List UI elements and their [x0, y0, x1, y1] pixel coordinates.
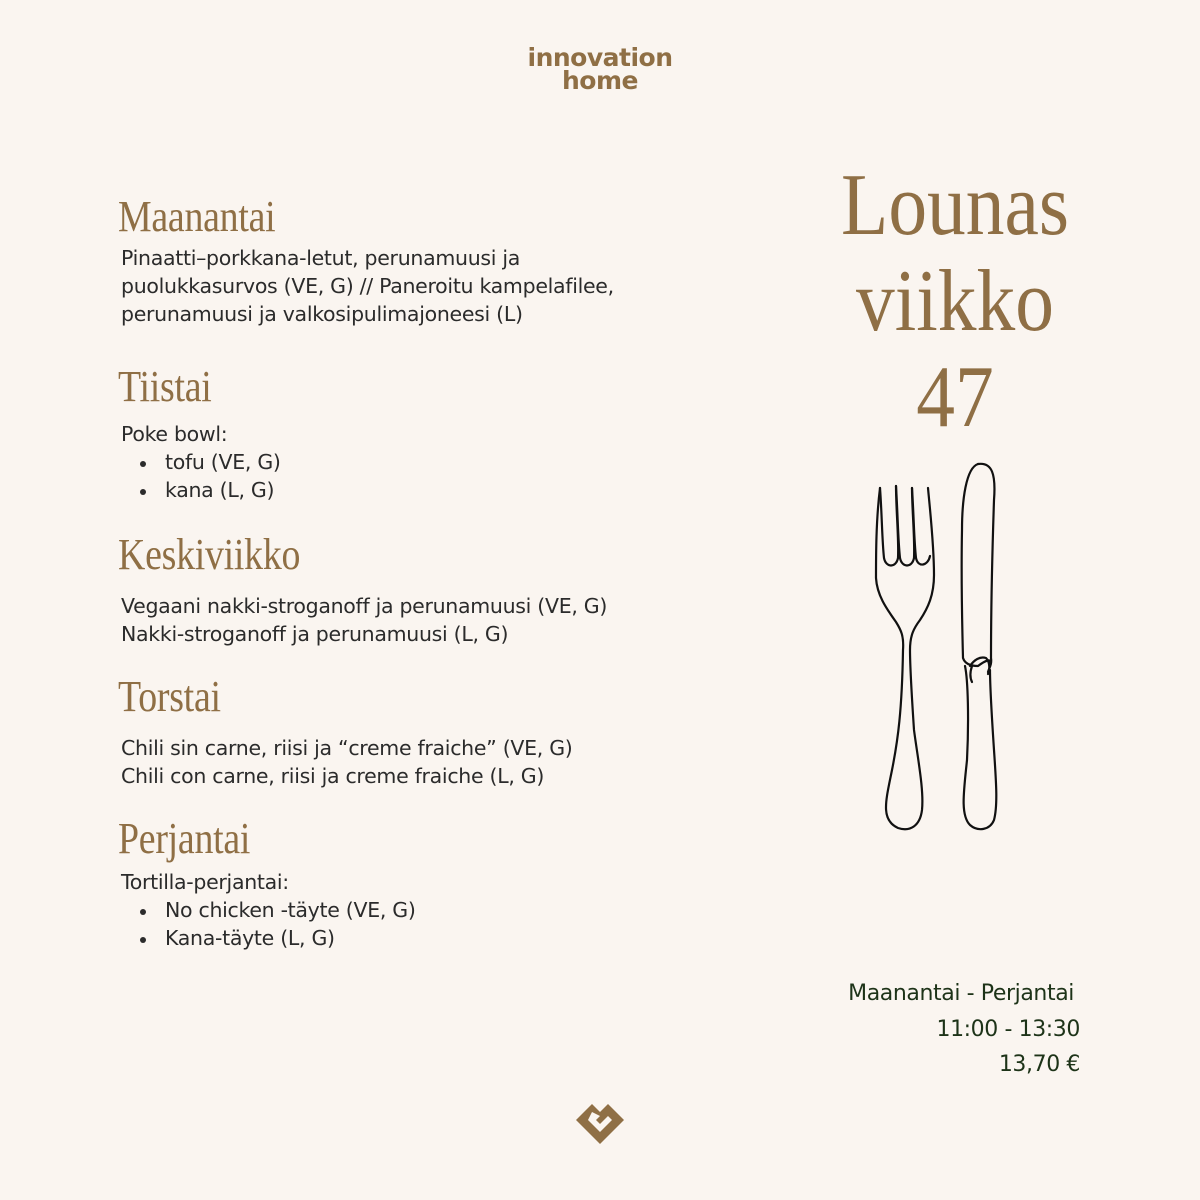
day-monday: [118, 192, 614, 328]
list-item: kana (L, G): [165, 476, 281, 504]
menu-intro: Tortilla-perjantai:: [121, 870, 289, 894]
day-heading: Tiistai: [118, 362, 212, 411]
brand-logo: [500, 43, 700, 95]
page-title-line2: viikko 47: [856, 253, 1054, 446]
service-hours: 11:00 - 13:30: [936, 1016, 1080, 1042]
list-item: tofu (VE, G): [165, 450, 281, 474]
page-title-line1: Lounas: [841, 157, 1069, 254]
day-tuesday: [118, 362, 281, 504]
brand-logo-line1: innovation: [527, 43, 673, 72]
menu-intro: Poke bowl:: [121, 422, 228, 446]
menu-line: perunamuusi ja valkosipulimajoneesi (L): [121, 302, 523, 326]
day-thursday: [118, 672, 573, 790]
list-item: No chicken -täyte (VE, G): [165, 898, 416, 922]
menu-line: Chili sin carne, riisi ja “creme fraiche” (VE, G): [121, 736, 573, 760]
day-heading: Perjantai: [118, 814, 251, 863]
lunch-info: [780, 976, 1080, 1083]
day-heading: Keskiviikko: [118, 530, 301, 579]
list-item: Kana-täyte (L, G): [165, 924, 416, 952]
menu-line: Vegaani nakki-stroganoff ja perunamuusi (VE, G): [121, 594, 608, 618]
page-title: [790, 158, 1120, 446]
brand-logo-line2: home: [562, 66, 638, 95]
day-heading: Maanantai: [118, 192, 276, 241]
brand-chevron-icon: [574, 1102, 626, 1150]
day-friday: [118, 814, 416, 952]
menu-bullet-list: [121, 896, 416, 952]
menu-line: Pinaatti–porkkana-letut, perunamuusi ja: [121, 246, 521, 270]
day-heading: Torstai: [118, 672, 221, 721]
lunch-price: 13,70 €: [998, 1052, 1080, 1077]
menu-line: Nakki-stroganoff ja perunamuusi (L, G): [121, 622, 509, 646]
menu-line: Chili con carne, riisi ja creme fraiche (L, G): [121, 764, 545, 788]
menu-line: puolukkasurvos (VE, G) // Paneroitu kampelafilee,: [121, 274, 614, 298]
fork-and-knife-icon: [868, 460, 1008, 844]
day-wednesday: [118, 530, 607, 648]
service-days: Maanantai - Perjantai: [848, 981, 1074, 1006]
menu-bullet-list: [121, 448, 281, 504]
